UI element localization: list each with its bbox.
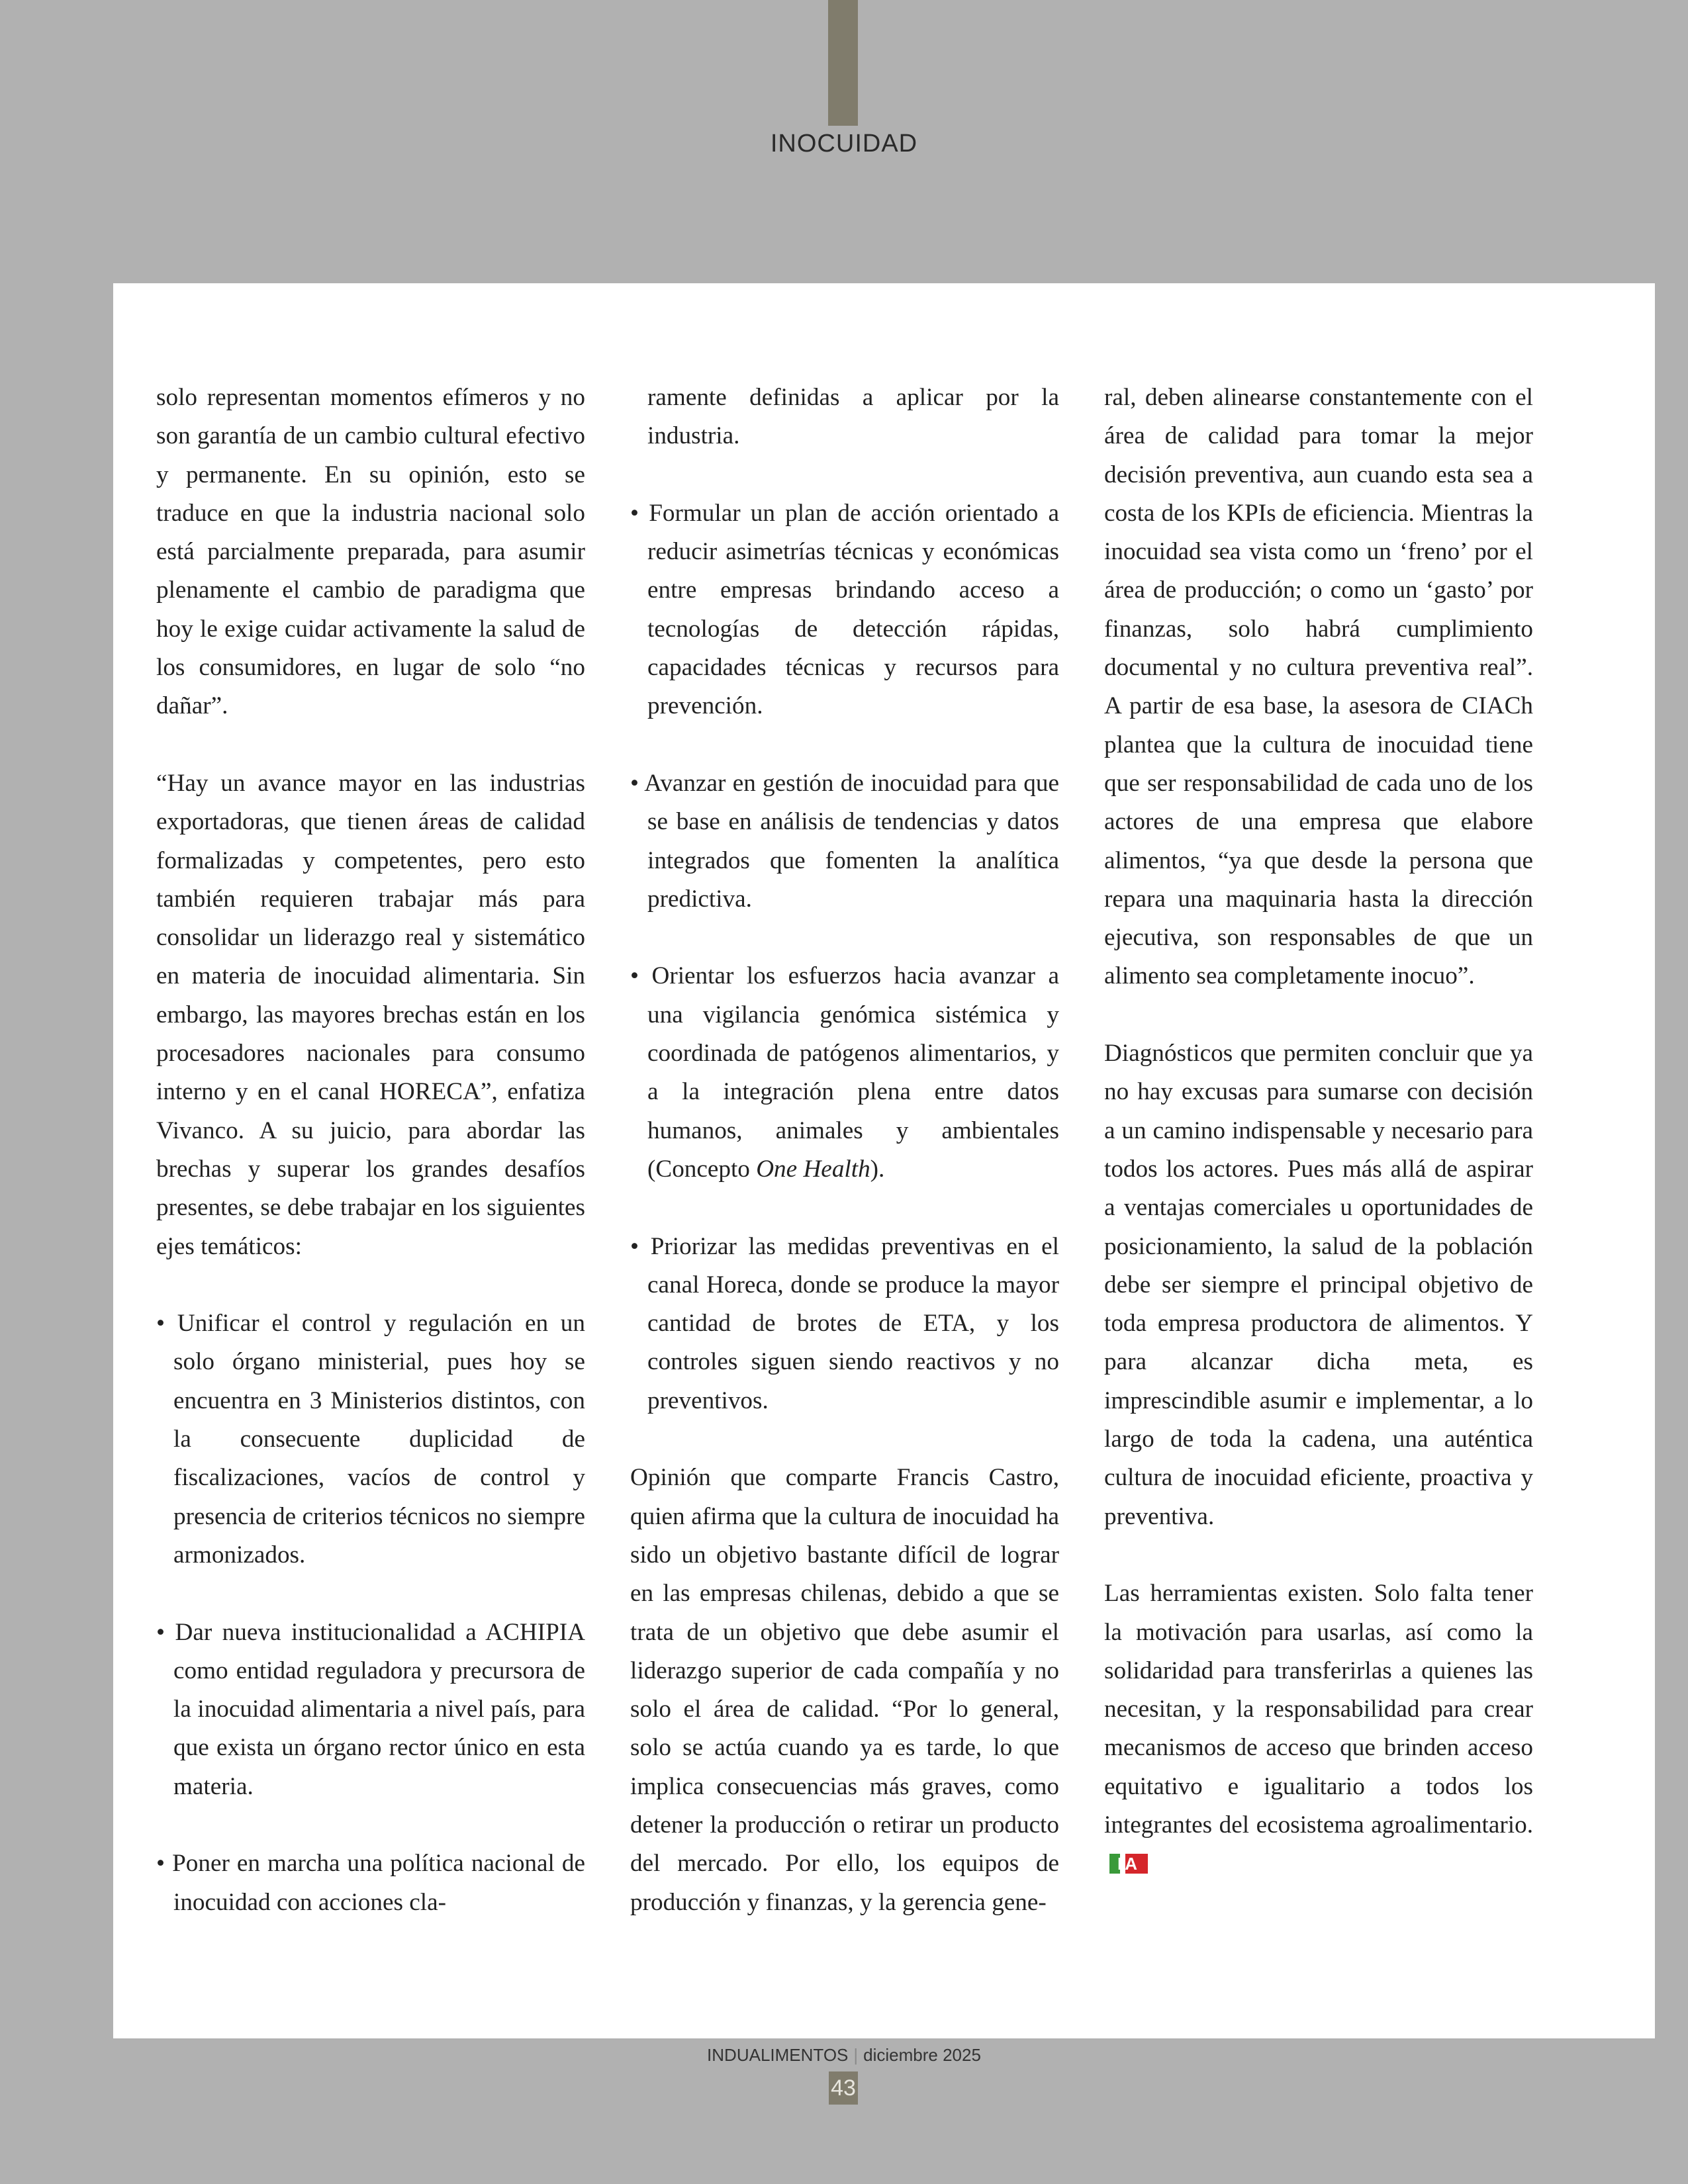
- end-mark-logo: [1109, 1854, 1148, 1874]
- paragraph: “Hay un avance mayor en las industrias exportadoras, que tienen áreas de calidad formalizadas y competentes, pero esto también requieren trabajar más para consolidar un liderazgo real y sistemático en materia de inocuidad alimentaria. Sin embargo, las mayores brechas están en los procesadores nacionales para consumo interno y en el canal HORECA”, enfatiza Vivanco. A su juicio, para abordar las brechas y superar los grandes desafíos presentes, se debe trabajar en los siguientes ejes temáticos:: [156, 769, 585, 1260]
- article-panel: [113, 283, 1655, 2038]
- issue-date: diciembre 2025: [863, 2045, 981, 2065]
- italic-term: One Health: [756, 1155, 870, 1183]
- article-column-2: [630, 379, 1059, 1922]
- closing-text: Las herramientas existen. Solo falta tener la motivación para usarlas, así como la solidaridad para transferirlas a quienes las necesitan, y la responsabilidad para crear mecanismos de acceso que brinden acceso equitativo e igualitario a todos los integrantes del ecosistema agroalimentario.: [1104, 1580, 1533, 1839]
- header-accent-bar: [828, 0, 858, 126]
- publication-name: INDUALIMENTOS: [707, 2045, 849, 2065]
- page-number: 43: [829, 2071, 858, 2105]
- section-label: INOCUIDAD: [770, 130, 918, 158]
- end-mark-text: IA: [1117, 1854, 1140, 1874]
- bullet-item: • Unificar el control y regulación en un solo órgano ministerial, pues hoy se encuentra en 3 Ministerios distintos, con la consecuente duplicidad de fiscalizaciones, vacíos de control y presencia de criterios técnicos no siempre armonizados.: [156, 1310, 585, 1569]
- paragraph: solo representan momentos efímeros y no son garantía de un cambio cultural efectivo y permanente. En su opinión, esto se traduce en que la industria nacional solo está parcialmente preparada, para asumir plenamente el cambio de paradigma que hoy le exige cuidar activamente la salud de los consumidores, en lugar de solo “no dañar”.: [156, 384, 585, 720]
- bullet-text-end: ).: [870, 1155, 885, 1183]
- paragraph: Opinión que comparte Francis Castro, quien afirma que la cultura de inocuidad ha sido un objetivo bastante difícil de lograr en las empresas chilenas, debido a que se trata de un objetivo que debe asumir el liderazgo superior de cada compañía y no solo el área de calidad. “Por lo general, solo se actúa cuando ya es tarde, lo que implica consecuencias más graves, como detener la producción o retirar un producto del mercado. Por ello, los equipos de producción y finanzas, y la gerencia gene-: [630, 1464, 1059, 1916]
- bullet-item: • Dar nueva institucionalidad a ACHIPIA como entidad reguladora y precursora de la inocuidad alimentaria a nivel país, para que exista un órgano rector único en esta materia.: [156, 1618, 585, 1800]
- bullet-continuation: ramente definidas a aplicar por la industria.: [647, 384, 1059, 450]
- paragraph: Diagnósticos que permiten concluir que ya no hay excusas para sumarse con decisión a un camino indispensable y necesario para todos los actores. Pues más allá de aspirar a ventajas comerciales u oportunidades de posicionamiento, la salud de la población debe ser siempre el principal objetivo de toda empresa productora de alimentos. Y para alcanzar dicha meta, es imprescindible asumir e implementar, a lo largo de toda la cadena, una auténtica cultura de inocuidad eficiente, proactiva y preventiva.: [1104, 1040, 1533, 1530]
- article-column-3: [1104, 379, 1533, 1884]
- article-column-1: [156, 379, 585, 1922]
- bullet-item: [630, 957, 1059, 1189]
- bullet-text: • Orientar los esfuerzos hacia avanzar a una vigilancia genómica sistémica y coordinada de patógenos alimentarios, y a la integración plena entre datos humanos, animales y ambientales (Concepto: [630, 962, 1059, 1183]
- page-footer: [0, 2045, 1688, 2066]
- bullet-item: • Avanzar en gestión de inocuidad para que se base en análisis de tendencias y datos integrados que fomenten la analítica predictiva.: [630, 769, 1059, 913]
- paragraph: [1104, 1574, 1533, 1883]
- paragraph: ral, deben alinearse constantemente con el área de calidad para tomar la mejor decisión preventiva, aun cuando esta sea a costa de los KPIs de eficiencia. Mientras la inocuidad sea vista como un ‘freno’ por el área de producción; o como un ‘gasto’ por finanzas, solo habrá cumplimiento documental y no cultura preventiva real”. A partir de esa base, la asesora de CIACh plantea que la cultura de inocuidad tiene que ser responsabilidad de cada uno de los actores de una empresa que elabore alimentos, “ya que desde la persona que repara una maquinaria hasta la dirección ejecutiva, son responsables de que un alimento sea completamente inocuo”.: [1104, 384, 1533, 990]
- footer-separator: |: [853, 2045, 859, 2065]
- bullet-item: • Priorizar las medidas preventivas en el canal Horeca, donde se produce la mayor cantidad de brotes de ETA, y los controles siguen siendo reactivos y no preventivos.: [630, 1232, 1059, 1414]
- bullet-item: • Poner en marcha una política nacional de inocuidad con acciones cla-: [156, 1850, 585, 1916]
- bullet-item: • Formular un plan de acción orientado a reducir asimetrías técnicas y económicas entre empresas brindando acceso a tecnologías de detección rápidas, capacidades técnicas y recursos para prevención.: [630, 499, 1059, 720]
